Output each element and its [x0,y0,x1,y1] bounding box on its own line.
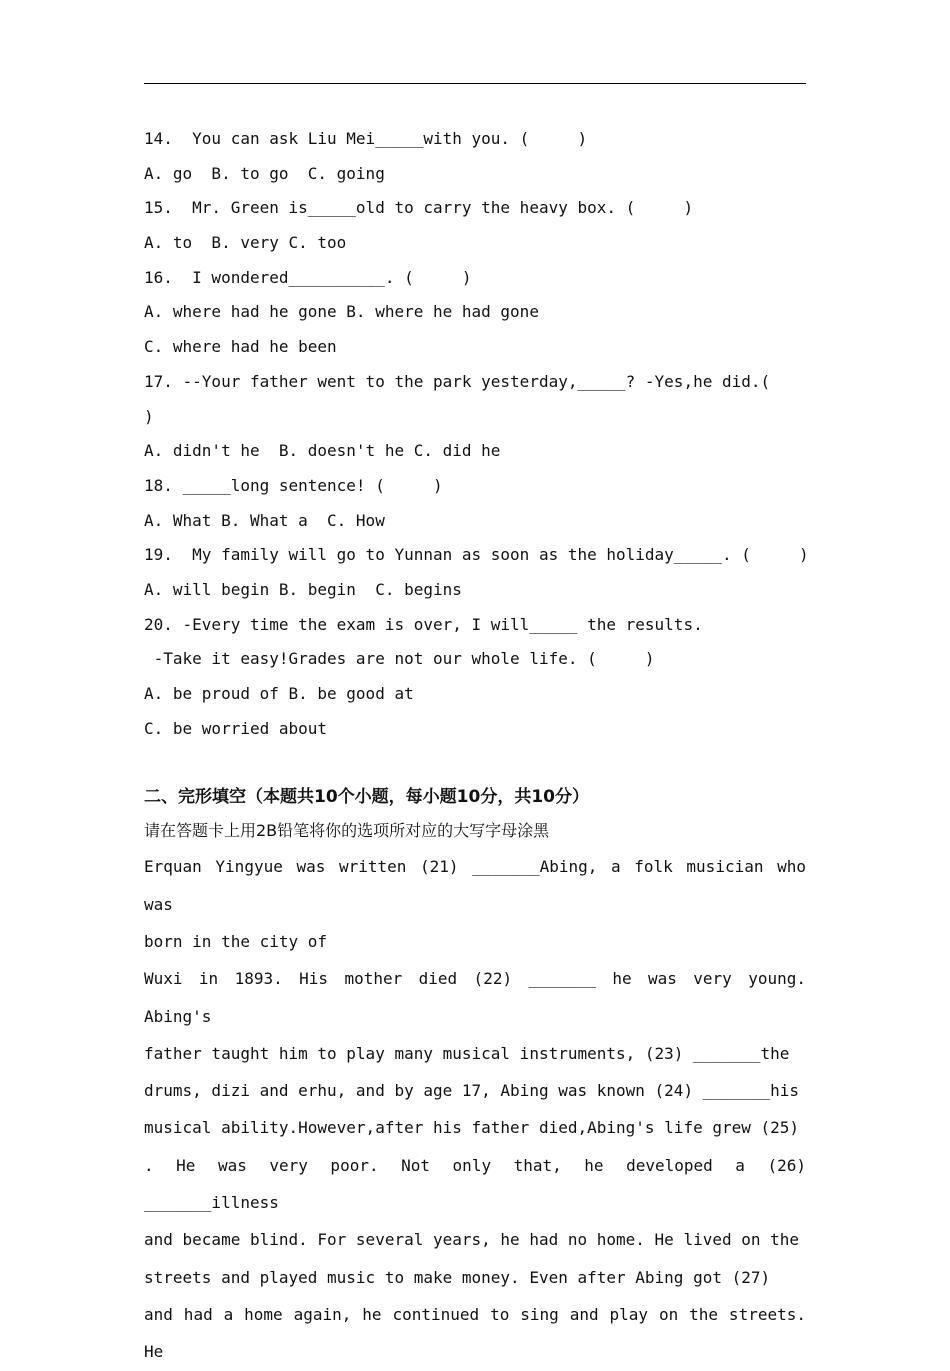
question-17-options: A. didn't he B. doesn't he C. did he [144,441,501,461]
passage-line-5: drums, dizi and erhu, and by age 17, Abing was known (24) _______his [144,1081,800,1101]
section-spacer [144,746,806,780]
passage-line-6: musical ability.However,after his father died,Abing's life grew (25) [144,1118,800,1138]
passage-line-8: and became blind. For several years, he had no home. He lived on the [144,1230,800,1250]
passage-line-2: born in the city of [144,931,328,951]
question-19-stem: 19. My family will go to Yunnan as soon as the holiday_____. ( ) [144,545,809,565]
passage-line-10: and had a home again, he continued to sing and play on the streets. He [144,1304,806,1362]
question-16-options-c: C. where had he been [144,337,337,357]
passage-line-9: streets and played music to make money. Even after Abing got (27) [144,1267,771,1287]
passage-line-1: Erquan Yingyue was written (21) _______Abing, a folk musician who was [144,857,806,914]
cloze-passage [144,848,806,1370]
question-14-options: A. go B. to go C. going [144,163,385,183]
question-20-options-ab: A. be proud of B. be good at [144,684,414,703]
question-17-stem: 17. --Your father went to the park yesterday,_____? -Yes,he did.( [144,371,771,391]
question-20-stem: 20. -Every time the exam is over, I will_____ the results. [144,614,703,634]
question-17-stem-cont: ) [144,406,154,426]
question-16-stem: 16. I wondered__________. ( ) [144,267,472,287]
question-15-stem: 15. Mr. Green is_____old to carry the heavy box. ( ) [144,198,694,218]
question-14-stem: 14. You can ask Liu Mei_____with you. ( ) [144,129,588,148]
question-20-stem-cont: -Take it easy!Grades are not our whole life. ( ) [144,649,655,669]
passage-line-4: father taught him to play many musical instruments, (23) _______the [144,1043,790,1063]
section-2-instruction: 请在答题卡上用2B铅笔将你的选项所对应的大写字母涂黑 [144,821,550,841]
question-18-options: A. What B. What a C. How [144,510,385,530]
header-rule [144,83,806,84]
section-2-heading: 二、完形填空（本题共10个小题，每小题10分，共10分） [144,787,589,808]
page-content [144,122,809,1371]
question-16-options-ab: A. where had he gone B. where he had gone [144,302,539,322]
question-19-options: A. will begin B. begin C. begins [144,579,462,599]
question-20-options-c: C. be worried about [144,718,328,738]
passage-line-3: Wuxi in 1893. His mother died (22) _______ he was very young. Abing's [144,969,806,1026]
passage-line-7: . He was very poor. Not only that, he developed a (26) _______illness [144,1155,806,1213]
question-15-options: A. to B. very C. too [144,233,347,253]
question-18-stem: 18. _____long sentence! ( ) [144,475,443,495]
